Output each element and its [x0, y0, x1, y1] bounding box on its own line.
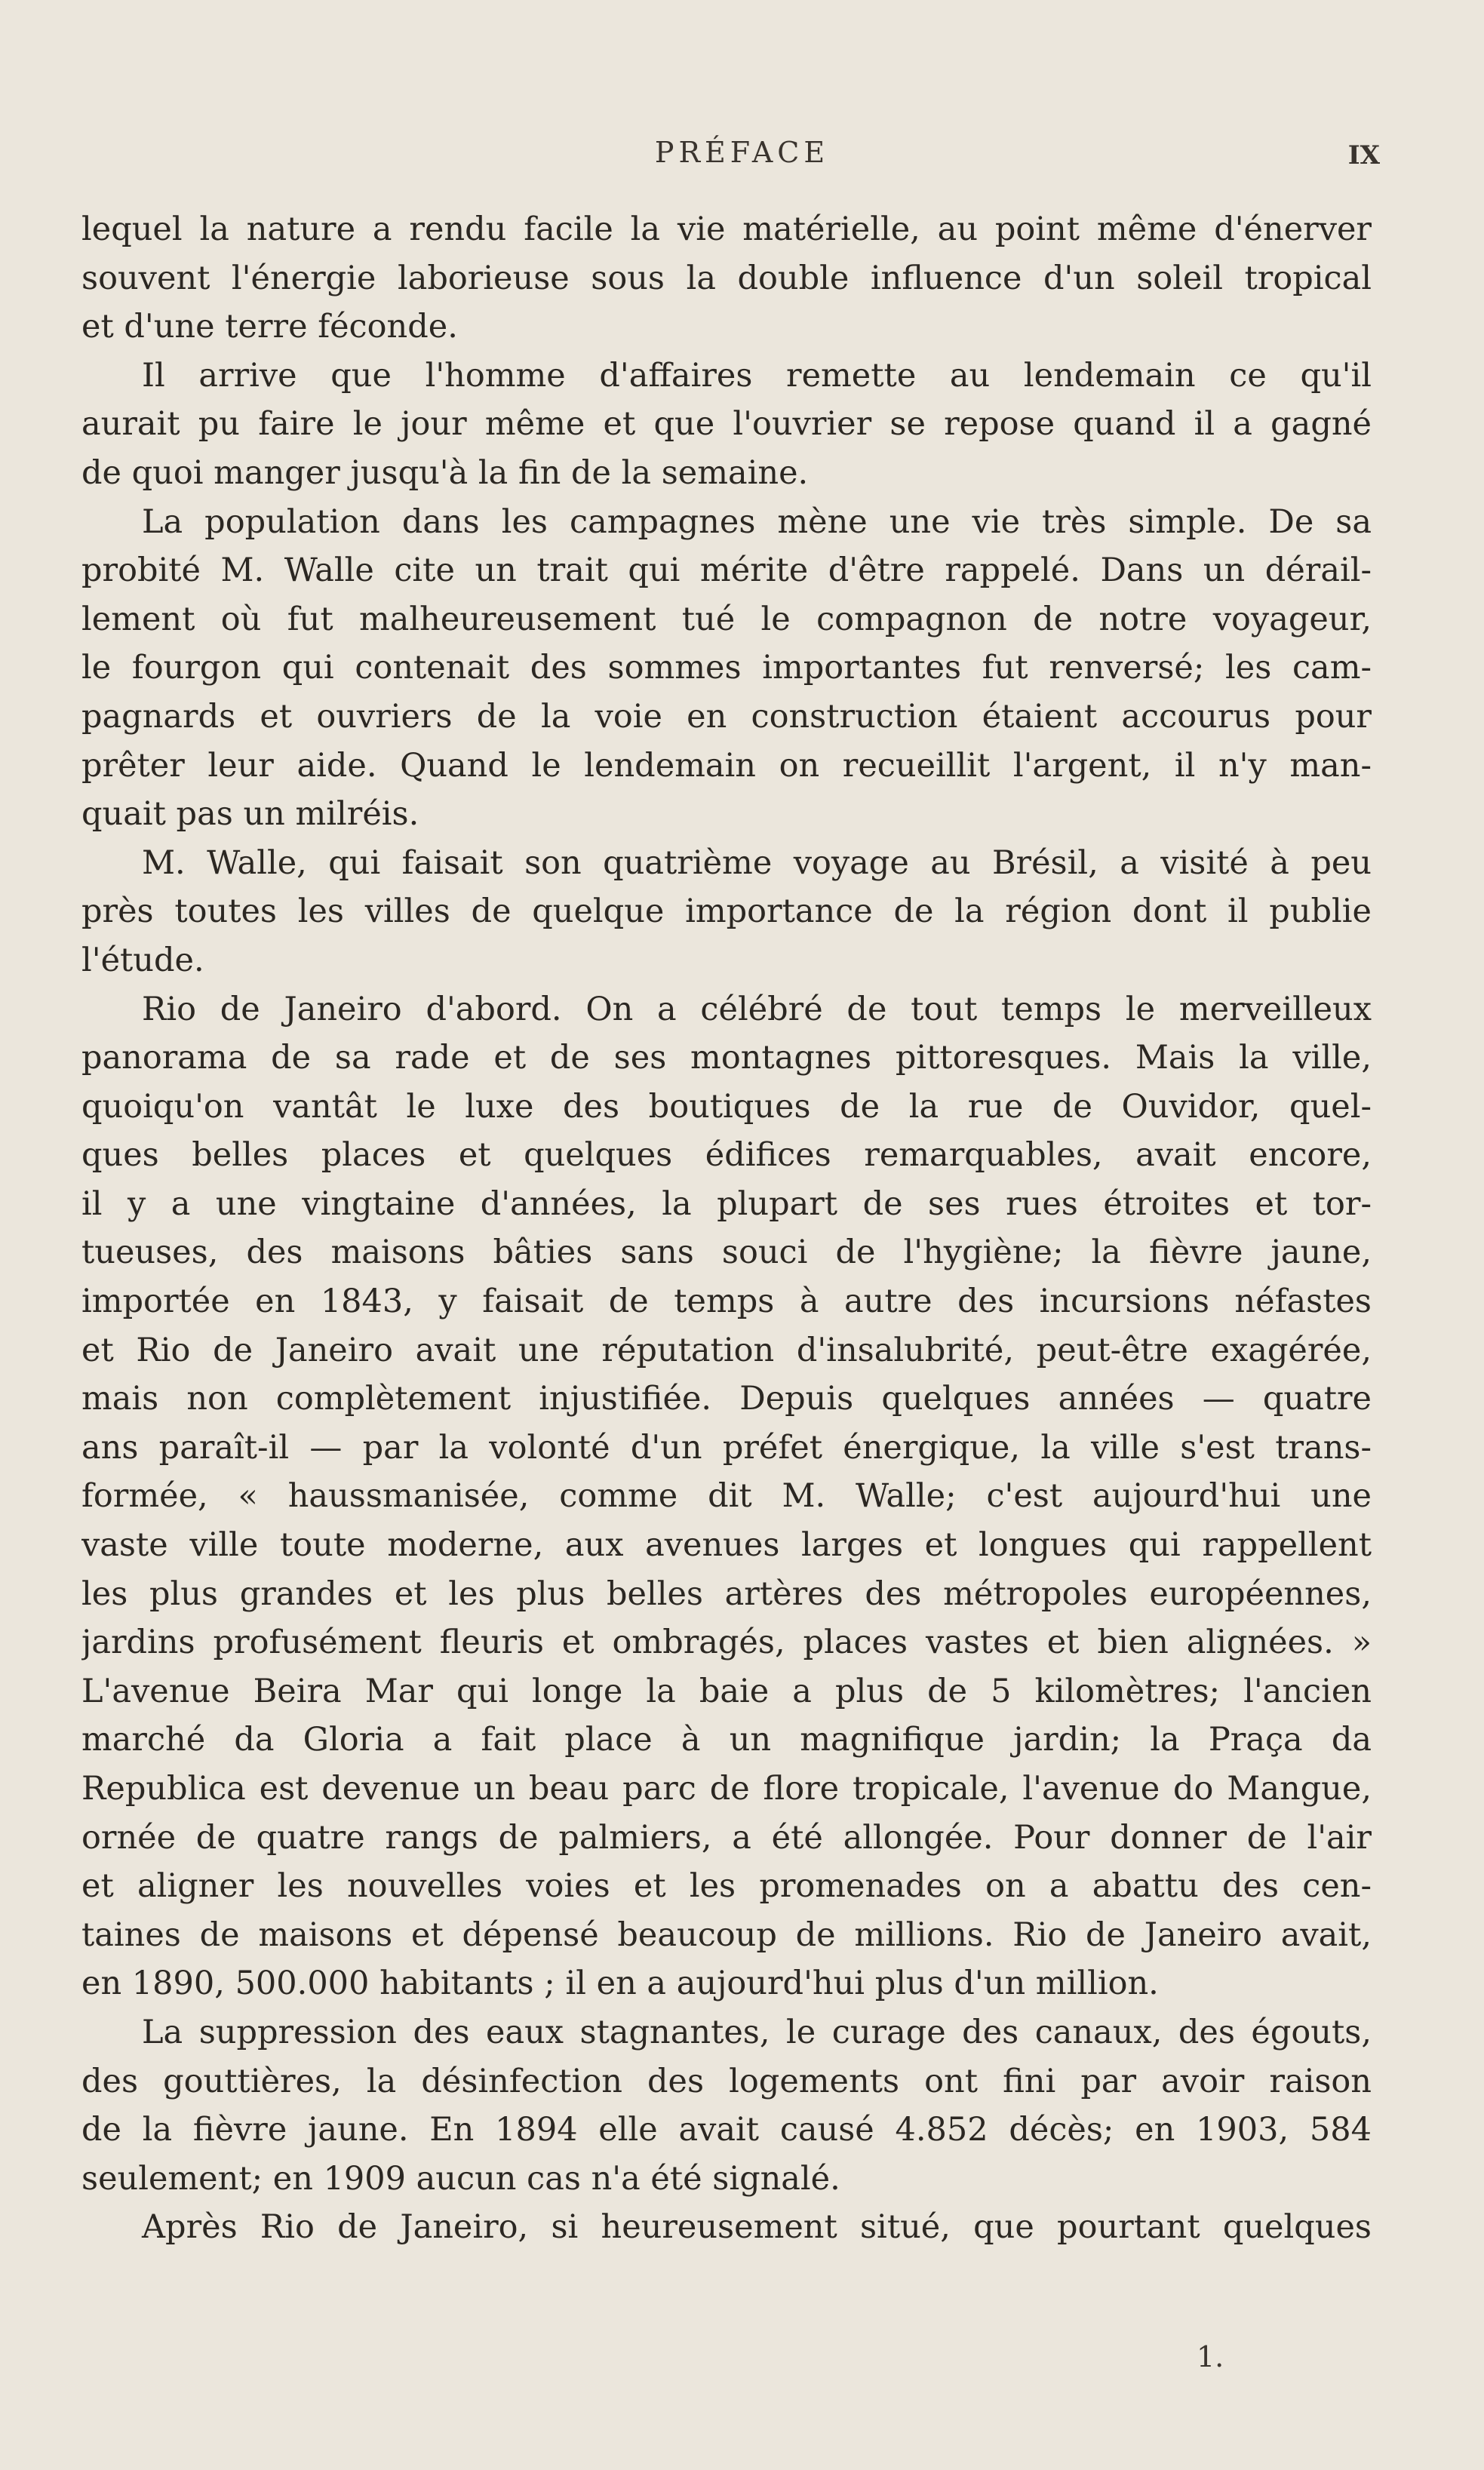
text-line: vaste ville toute moderne, aux avenues larges et longues qui rappellent	[81, 1526, 1372, 1565]
text-line: La population dans les campagnes mène une vie très simple. De sa	[142, 502, 1372, 541]
text-line: de quoi manger jusqu'à la fin de la semaine.	[81, 453, 809, 492]
text-line: seulement; en 1909 aucun cas n'a été signalé.	[81, 2159, 840, 2198]
text-line: souvent l'énergie laborieuse sous la double influence d'un soleil tropical	[81, 259, 1372, 297]
text-line: panorama de sa rade et de ses montagnes pittoresques. Mais la ville,	[81, 1039, 1372, 1077]
signature-mark: 1.	[1197, 2340, 1224, 2373]
text-line: tueuses, des maisons bâties sans souci de l'hygiène; la fièvre jaune,	[81, 1233, 1372, 1272]
page-number: IX	[1347, 140, 1380, 171]
running-header-title: PRÉFACE	[654, 136, 830, 169]
text-line: l'étude.	[81, 941, 204, 979]
text-line: de la fièvre jaune. En 1894 elle avait causé 4.852 décès; en 1903, 584	[81, 2111, 1372, 2149]
text-line: jardins profusément fleuris et ombragés, places vastes et bien alignées. »	[81, 1624, 1372, 1662]
text-line: importée en 1843, y faisait de temps à autre des incursions néfastes	[81, 1283, 1372, 1321]
text-line: La suppression des eaux stagnantes, le curage des canaux, des égouts,	[142, 2013, 1372, 2051]
text-line: et d'une terre féconde.	[81, 308, 458, 346]
text-line: Il arrive que l'homme d'affaires remette au lendemain ce qu'il	[142, 356, 1372, 395]
text-line: les plus grandes et les plus belles artères des métropoles européennes,	[81, 1574, 1372, 1613]
text-line: ornée de quatre rangs de palmiers, a été allongée. Pour donner de l'air	[81, 1818, 1372, 1857]
text-line: et aligner les nouvelles voies et les promenades on a abattu des cen-	[81, 1867, 1372, 1906]
text-line: ques belles places et quelques édifices remarquables, avait encore,	[81, 1136, 1372, 1175]
text-line: Rio de Janeiro d'abord. On a célébré de tout temps le merveilleux	[142, 990, 1372, 1028]
text-line: ans paraît-il — par la volonté d'un préfet énergique, la ville s'est trans-	[81, 1428, 1372, 1467]
text-line: M. Walle, qui faisait son quatrième voyage au Brésil, a visité à peu	[142, 843, 1372, 882]
text-line: quoiqu'on vantât le luxe des boutiques de la rue de Ouvidor, quel-	[81, 1087, 1372, 1126]
text-line: lement où fut malheureusement tué le compagnon de notre voyageur,	[81, 600, 1372, 638]
body-text	[81, 205, 1372, 2252]
text-line: aurait pu faire le jour même et que l'ouvrier se repose quand il a gagné	[81, 405, 1372, 444]
text-line: et Rio de Janeiro avait une réputation d'insalubrité, peut-être exagérée,	[81, 1331, 1372, 1369]
text-line: près toutes les villes de quelque importance de la région dont il publie	[81, 892, 1372, 931]
text-line: probité M. Walle cite un trait qui mérite d'être rappelé. Dans un dérail-	[81, 551, 1372, 590]
text-line: taines de maisons et dépensé beaucoup de millions. Rio de Janeiro avait,	[81, 1915, 1372, 1954]
text-line: pagnards et ouvriers de la voie en construction étaient accourus pour	[81, 697, 1372, 736]
text-line: prêter leur aide. Quand le lendemain on recueillit l'argent, il n'y man-	[81, 746, 1372, 785]
text-line: il y a une vingtaine d'années, la plupart de ses rues étroites et tor-	[81, 1184, 1372, 1223]
text-line: quait pas un milréis.	[81, 795, 419, 834]
text-line: des gouttières, la désinfection des logements ont fini par avoir raison	[81, 2062, 1372, 2100]
text-line: formée, « haussmanisée, comme dit M. Walle; c'est aujourd'hui une	[81, 1477, 1372, 1516]
text-line: Republica est devenue un beau parc de flore tropicale, l'avenue do Mangue,	[81, 1770, 1372, 1808]
text-line: L'avenue Beira Mar qui longe la baie a plus de 5 kilomètres; l'ancien	[81, 1672, 1372, 1710]
text-line: Après Rio de Janeiro, si heureusement situé, que pourtant quelques	[142, 2208, 1372, 2247]
text-line: mais non complètement injustifiée. Depuis quelques années — quatre	[81, 1380, 1372, 1418]
text-line: le fourgon qui contenait des sommes importantes fut renversé; les cam-	[81, 649, 1372, 687]
text-line: marché da Gloria a fait place à un magnifique jardin; la Praça da	[81, 1721, 1372, 1759]
text-line: en 1890, 500.000 habitants ; il en a aujourd'hui plus d'un million.	[81, 1965, 1159, 2003]
text-line: lequel la nature a rendu facile la vie matérielle, au point même d'énerver	[81, 210, 1372, 248]
